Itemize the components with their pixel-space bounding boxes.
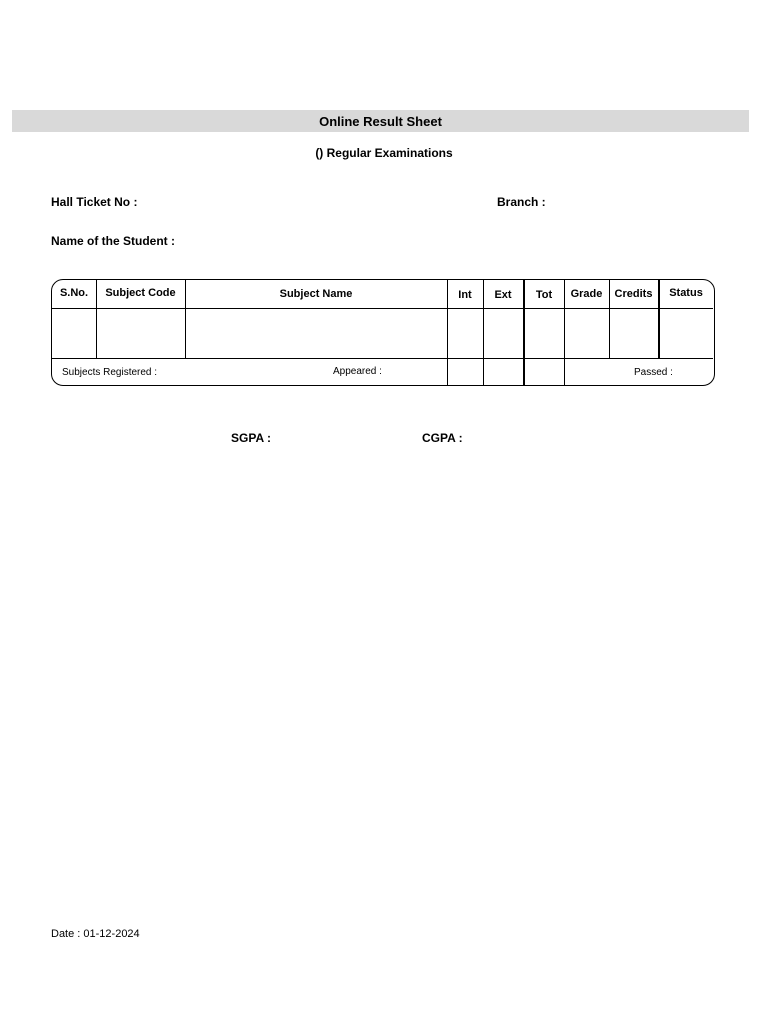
col-header-ext: Ext [494,289,512,301]
col-header-subject-name: Subject Name [279,288,353,300]
title-bar [12,110,749,132]
page-title: Online Result Sheet [319,113,442,129]
col-header-subject-code: Subject Code [105,287,176,299]
cgpa-label: CGPA : [422,431,463,445]
col-header-status: Status [669,287,703,299]
issue-date: Date : 01-12-2024 [51,928,140,940]
col-header-int: Int [458,289,472,301]
col-header-grade: Grade [570,288,603,300]
passed-label: Passed : [634,367,673,378]
subjects-registered-label: Subjects Registered : [62,367,158,378]
branch-label: Branch : [497,195,546,209]
col-header-sno: S.No. [59,287,89,299]
col-header-credits: Credits [614,288,653,300]
exam-subtitle: () Regular Examinations [315,146,453,160]
col-header-tot: Tot [535,289,553,301]
summary-row-divider [52,358,713,359]
results-table [51,279,715,386]
sgpa-label: SGPA : [231,431,272,445]
student-name-label: Name of the Student : [51,234,176,248]
appeared-label: Appeared : [333,366,382,377]
header-row-divider [52,308,713,309]
hall-ticket-label: Hall Ticket No : [51,195,138,209]
